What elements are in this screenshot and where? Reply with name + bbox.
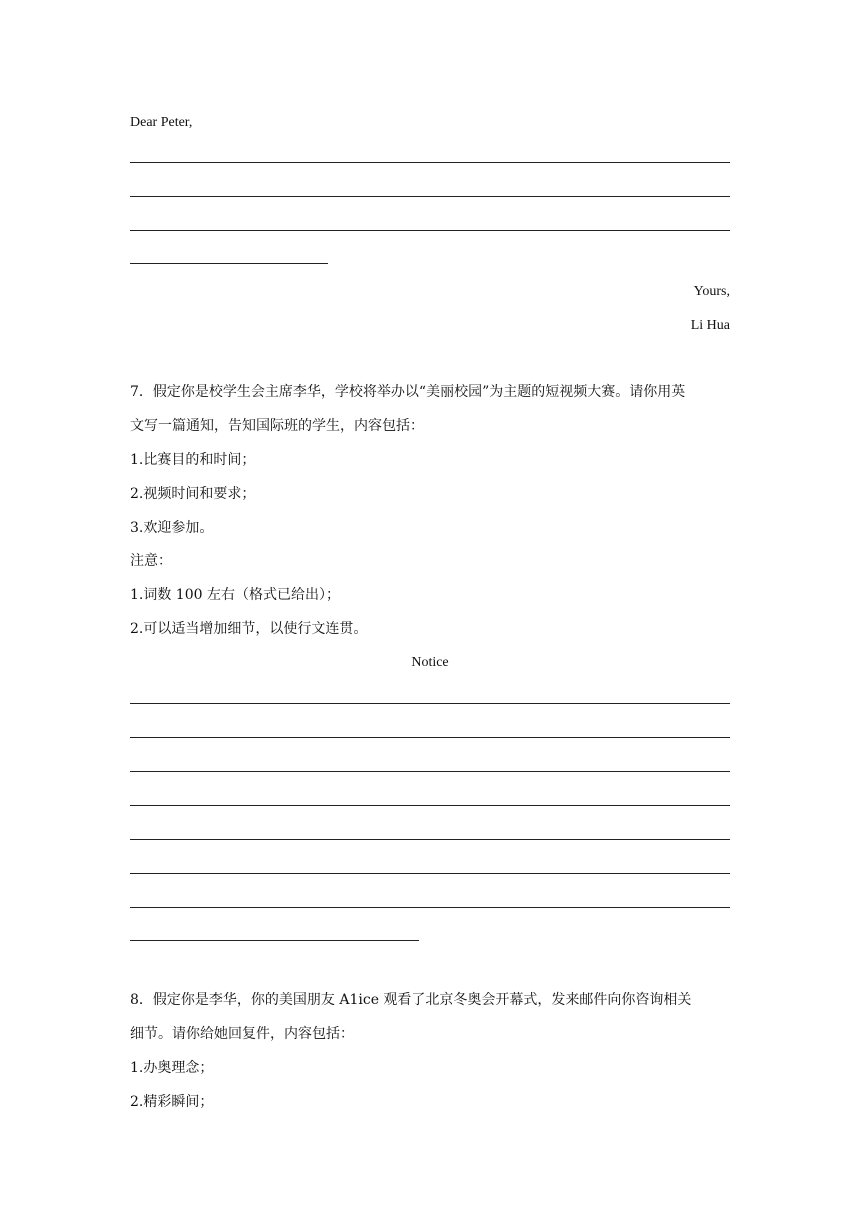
q7-note-label: 注意： [130, 553, 172, 569]
q7-item: 3.欢迎参加。 [130, 520, 214, 536]
writing-line [130, 771, 730, 772]
q7-item: 1.比赛目的和时间； [130, 452, 256, 468]
writing-line [130, 737, 730, 738]
letter-signature: Li Hua [690, 318, 730, 333]
q7-prompt-line2: 文写一篇通知，告知国际班的学生，内容包括： [130, 418, 424, 434]
writing-line [130, 805, 730, 806]
writing-line [130, 703, 730, 704]
q7-notice-title: Notice [411, 655, 449, 670]
q8-item: 2.精彩瞬间； [130, 1094, 214, 1110]
q7-note: 1.词数 100 左右（格式已给出）； [130, 587, 340, 603]
letter-salutation: Dear Peter, [130, 115, 193, 130]
q8-prompt-line2: 细节。请你给她回复件，内容包括： [130, 1026, 354, 1042]
writing-line [130, 839, 730, 840]
writing-line [130, 230, 730, 231]
q7-item: 2.视频时间和要求； [130, 486, 256, 502]
q8-prompt-line1: 8．假定你是李华，你的美国朋友 A1ice 观看了北京冬奥会开幕式，发来邮件向你咨询相关 [130, 992, 692, 1008]
writing-line [130, 196, 730, 197]
q7-note: 2.可以适当增加细节，以使行文连贯。 [130, 621, 368, 637]
writing-line-short [130, 940, 419, 941]
q7-prompt-line1: 7．假定你是校学生会主席李华，学校将举办以“美丽校园”为主题的短视频大赛。请你用英 [130, 384, 686, 400]
q8-item: 1.办奥理念； [130, 1060, 214, 1076]
writing-line-short [130, 263, 328, 264]
writing-line [130, 907, 730, 908]
writing-line [130, 873, 730, 874]
writing-line [130, 162, 730, 163]
letter-closing: Yours, [693, 284, 730, 299]
